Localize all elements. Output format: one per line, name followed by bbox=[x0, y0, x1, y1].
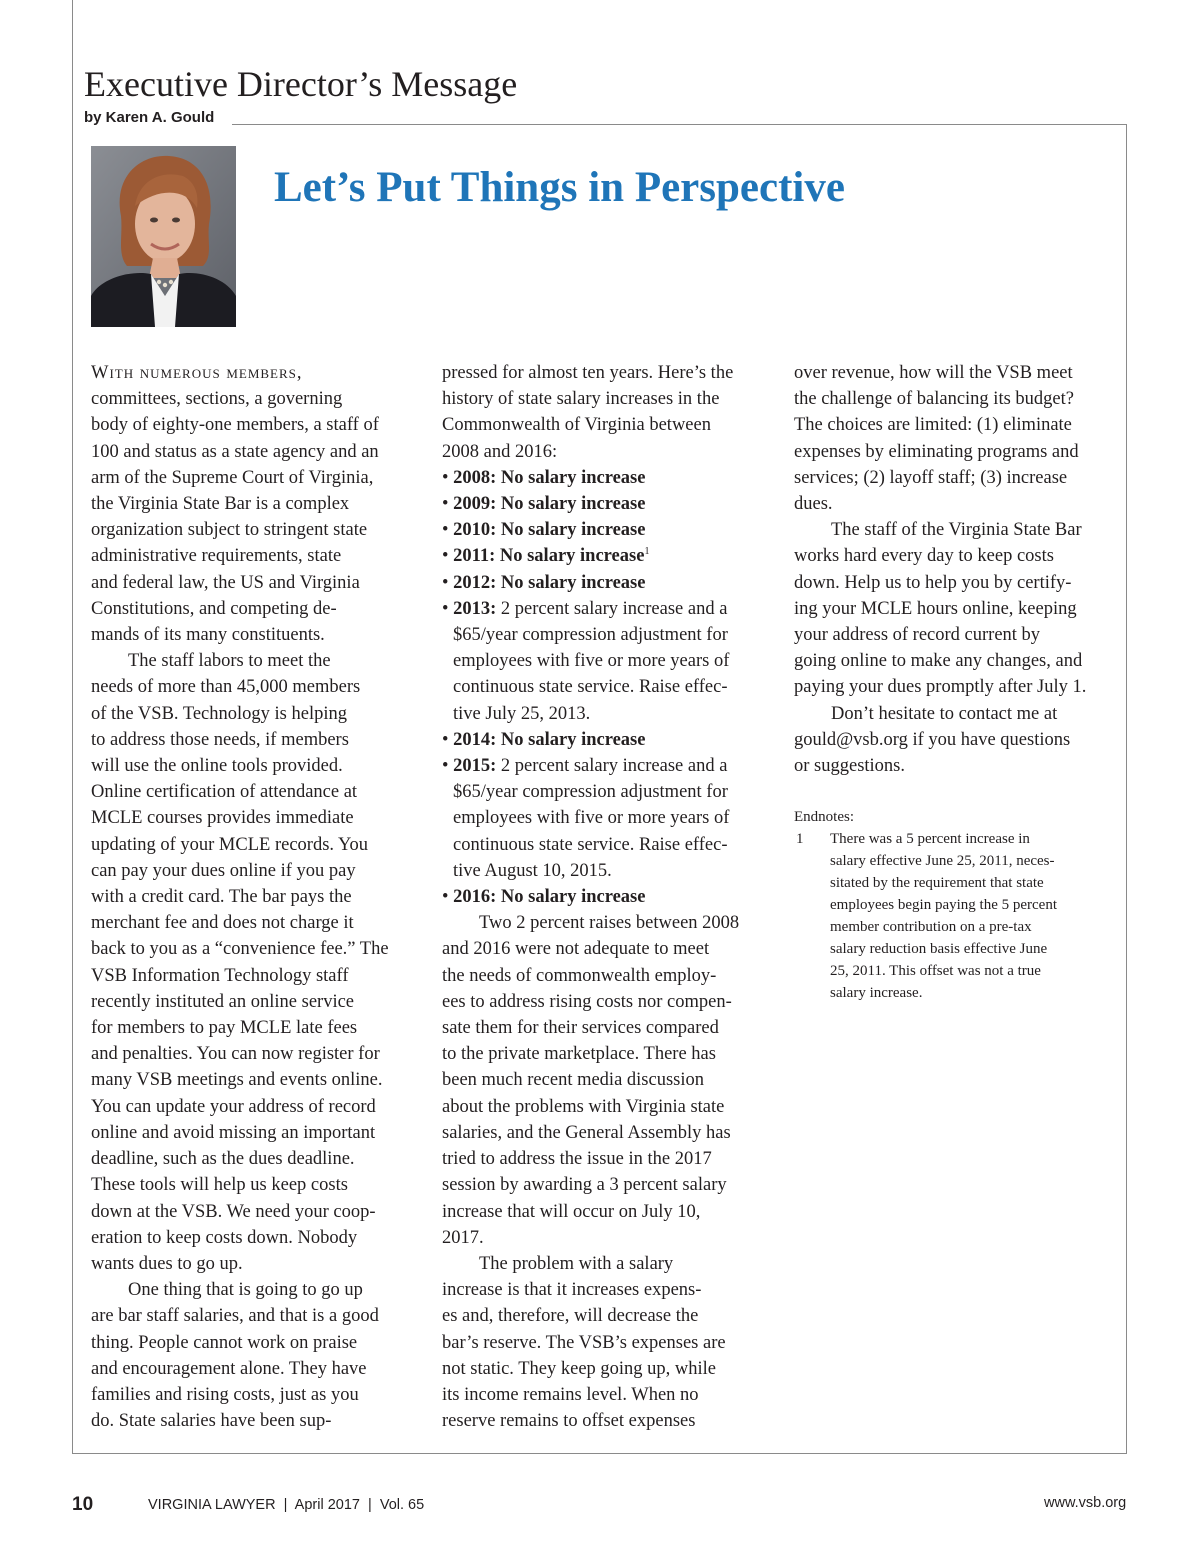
paragraph-1: With numerous members, committees, sections, a governing body of eighty-one members, a staff of 100 and status as a state agency and an arm of the Supreme Court of Virginia, the Virginia State Bar is a complex organization subject to stringent state administrative requirements, state and federal law, the US and Virginia Constitutions, and competing de- mands of its many constituents. bbox=[91, 360, 421, 648]
endnotes bbox=[794, 806, 1114, 1004]
byline-rule bbox=[232, 124, 1127, 125]
page-number: 10 bbox=[72, 1494, 94, 1515]
article-headline: Let’s Put Things in Perspective bbox=[274, 164, 845, 211]
list-item: • 2009: No salary increase bbox=[442, 494, 646, 515]
endnote-number: 1 bbox=[796, 831, 804, 847]
byline: by Karen A. Gould bbox=[84, 109, 215, 126]
list-item: • 2016: No salary increase bbox=[442, 887, 646, 908]
list-item: • 2014: No salary increase bbox=[442, 729, 646, 750]
list-item: • 2012: No salary increase bbox=[442, 572, 646, 593]
list-item: • 2015: 2 percent salary increase and a bbox=[442, 756, 728, 777]
list-item: • 2010: No salary increase bbox=[442, 520, 646, 541]
endnote-text: There was a 5 percent increase in salary effective June 25, 2011, neces- sitated by the requirement that state employees begin paying the 5 percent member contribution on a pre-tax salary reduction basis effective June 25, 2011. This offset was not a true salary increase. bbox=[830, 831, 1058, 1001]
paragraph-2: The staff labors to meet the needs of more than 45,000 members of the VSB. Technology is helping to address those needs, if members will use the online tools provided. Online certification of attendance at MCLE courses provides immediate updating of your MCLE records. You can pay your dues online if you pay with a credit card. The bar pays the merchant fee and does not charge it back to you as a “convenience fee.” The VSB Information Technology staff recently instituted an online service for members to pay MCLE late fees and penalties. You can now register for many VSB meetings and events online. You can update your address of record online and avoid missing an important deadline, such as the dues deadline. These tools will help us keep costs down at the VSB. We need your coop- eration to keep costs down. Nobody wants dues to go up. bbox=[91, 651, 389, 1274]
column-1 bbox=[91, 360, 421, 1434]
endnotes-heading: Endnotes: bbox=[794, 809, 854, 825]
paragraph-budget: over revenue, how will the VSB meet the challenge of balancing its budget? The choices are limited: (1) eliminate expenses by eliminating programs and services; (2) layoff staff; (3) increase dues. bbox=[794, 363, 1079, 515]
salary-history-intro: pressed for almost ten years. Here’s the history of state salary increases in the Commonwealth of Virginia between 2008 and 2016: bbox=[442, 363, 734, 462]
author-portrait bbox=[91, 146, 236, 327]
list-item: • 2008: No salary increase bbox=[442, 467, 646, 488]
publication-info: VIRGINIA LAWYER | April 2017 | Vol. 65 bbox=[148, 1497, 425, 1513]
paragraph-3: One thing that is going to go up are bar staff salaries, and that is a good thing. People cannot work on praise and encouragement alone. They have families and rising costs, just as you do. State salaries have been sup- bbox=[91, 1280, 379, 1432]
paragraph-contact: Don’t hesitate to contact me at gould@vsb.org if you have questions or suggestions. bbox=[794, 703, 1071, 777]
lead-in: With numerous members, bbox=[91, 363, 303, 383]
footnote-marker: 1 bbox=[644, 546, 650, 558]
website-url[interactable]: www.vsb.org bbox=[1044, 1495, 1127, 1511]
section-title: Executive Director’s Message bbox=[84, 64, 518, 104]
column-2 bbox=[442, 360, 772, 1434]
paragraph-raises: Two 2 percent raises between 2008 and 2016 were not adequate to meet the needs of commonwealth employ- ees to address rising costs nor compen- sate them for their services compared to the private marketplace. There has been much recent media discussion about the problems with Virginia state salaries, and the General Assembly has tried to address the issue in the 2017 session by awarding a 3 percent salary increase that will occur on July 10, 2017. bbox=[442, 913, 740, 1248]
list-item: • 2013: 2 percent salary increase and a bbox=[442, 598, 728, 619]
list-item: • 2011: No salary increase$^1$ bbox=[442, 546, 650, 567]
salary-history-list: • 2008: No salary increase • 2009: No salary increase • 2010: No salary increase • 2011: No salary increase$^1$ • 2012: No salary increase • 2013: 2 percent salary increase and a $65/year compression adjustment for employees with five or more years of continuous state service. Raise effec- tive July 25, 2013. • 2014: No salary increase • 2015: 2 percent salary increase and a $65/year compression adjustment for employees with five or more years of continuous state service. Raise effec- tive August 10, 2015. • 2016: No salary increase bbox=[442, 465, 772, 910]
endnote-item bbox=[794, 828, 1114, 1004]
column-3 bbox=[794, 360, 1112, 779]
paragraph-staff: The staff of the Virginia State Bar works hard every day to keep costs down. Help us to help you by certify- ing your MCLE hours online, keeping your address of record current by going online to make any changes, and paying your dues promptly after July 1. bbox=[794, 520, 1087, 698]
author-portrait-illustration bbox=[91, 146, 236, 327]
paragraph-problem: The problem with a salary increase is that it increases expens- es and, therefore, will decrease the bar’s reserve. The VSB’s expenses are not static. They keep going up, while its income remains level. When no reserve remains to offset expenses bbox=[442, 1253, 726, 1432]
